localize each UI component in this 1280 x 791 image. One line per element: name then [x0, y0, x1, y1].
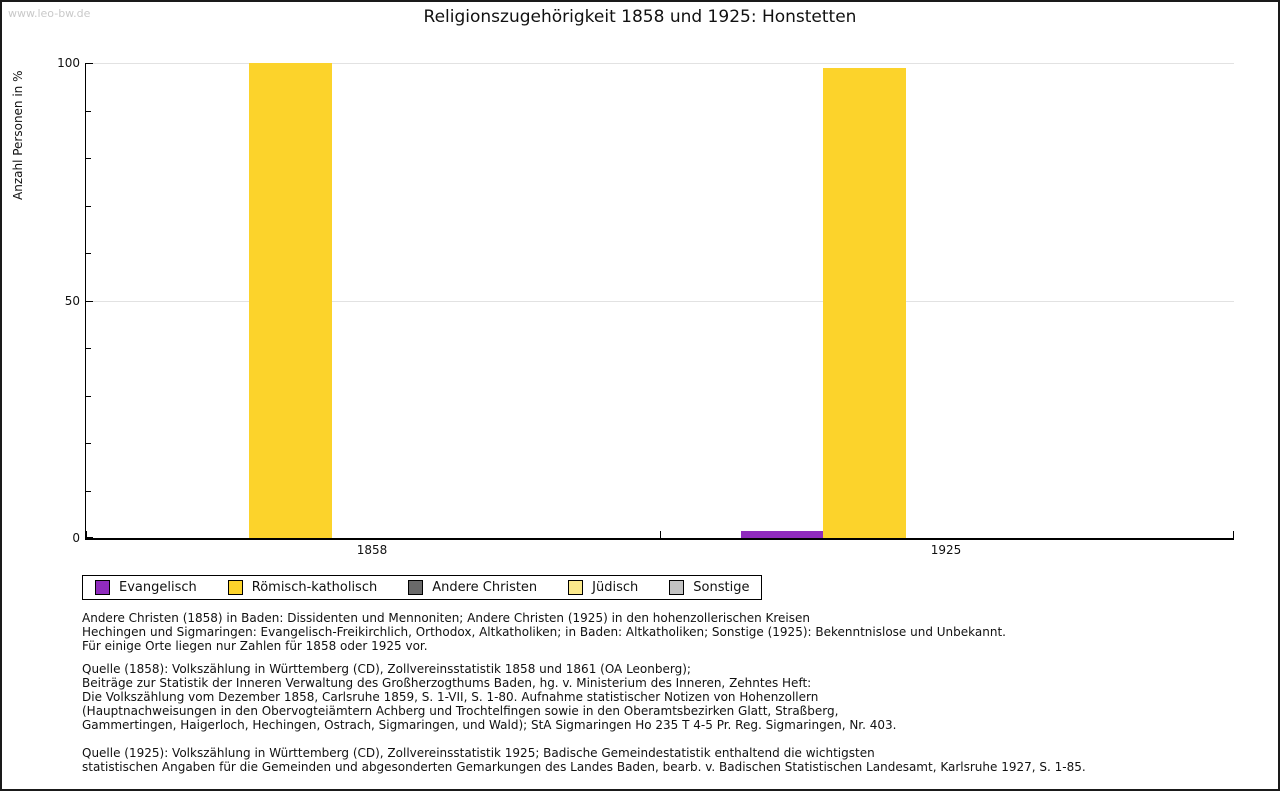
- x-tick: [86, 531, 87, 538]
- legend-item: [568, 580, 638, 595]
- legend-swatch: [669, 580, 684, 595]
- x-tick: [660, 531, 661, 538]
- y-minor-tick: [86, 443, 91, 444]
- y-minor-tick: [86, 491, 91, 492]
- legend-label: Evangelisch: [119, 580, 197, 595]
- legend-swatch: [408, 580, 423, 595]
- y-major-tick: [86, 301, 93, 302]
- footnotes: [82, 611, 1258, 783]
- y-tick-label: 100: [57, 56, 80, 70]
- footnote-line: Die Volkszählung vom Dezember 1858, Carlsruhe 1859, S. 1-VII, S. 1-80. Aufnahme statistischer Notizen von Hohenzollern: [82, 690, 819, 704]
- bar-1858-1: [249, 63, 332, 538]
- footnote-line: Für einige Orte liegen nur Zahlen für 1858 oder 1925 vor.: [82, 639, 428, 653]
- y-major-tick: [86, 537, 93, 538]
- y-minor-tick: [86, 348, 91, 349]
- bar-1925-0: [741, 531, 824, 538]
- legend-label: Sonstige: [693, 580, 750, 595]
- x-tick-label: 1925: [930, 543, 962, 557]
- footnote-line: Quelle (1858): Volkszählung in Württemberg (CD), Zollvereinsstatistik 1858 und 1861 (OA Leonberg);: [82, 662, 691, 676]
- footnote-line: Hechingen und Sigmaringen: Evangelisch-Freikirchlich, Orthodox, Altkatholiken; in Baden: Altkatholiken; Sonstige (1925): Bekenntnislose und Unbekannt.: [82, 625, 1006, 639]
- y-axis-label: Anzahl Personen in %: [11, 70, 25, 200]
- y-minor-tick: [86, 253, 91, 254]
- footnote-paragraph: [82, 662, 1258, 732]
- y-minor-tick: [86, 111, 91, 112]
- legend-label: Andere Christen: [432, 580, 538, 595]
- bar-1925-1: [823, 68, 906, 538]
- footnote-line: Quelle (1925): Volkszählung in Württemberg (CD), Zollvereinsstatistik 1925; Badische Gemeindestatistik enthaltend die wichtigsten: [82, 746, 875, 760]
- legend-item: [408, 580, 537, 595]
- chart-title: Religionszugehörigkeit 1858 und 1925: Honstetten: [423, 7, 857, 27]
- y-minor-tick: [86, 206, 91, 207]
- y-tick-label: 0: [72, 531, 80, 545]
- legend-swatch: [568, 580, 583, 595]
- footnote-line: Beiträge zur Statistik der Inneren Verwaltung des Großherzogthums Baden, hg. v. Ministerium des Inneren, Zehntes Heft:: [82, 676, 812, 690]
- footnote-line: (Hauptnachweisungen in den Obervogteiämtern Achberg und Trochtelfingen sowie in den Oberamtsbezirken Glatt, Straßberg,: [82, 704, 839, 718]
- y-minor-tick: [86, 158, 91, 159]
- legend-swatch: [95, 580, 110, 595]
- y-major-tick: [86, 63, 93, 64]
- x-tick: [1233, 531, 1234, 538]
- x-tick-label: 1858: [356, 543, 388, 557]
- footnote-paragraph: [82, 611, 1258, 653]
- footnote-line: Andere Christen (1858) in Baden: Dissidenten und Mennoniten; Andere Christen (1925) in den hohenzollerischen Kreisen: [82, 611, 810, 625]
- y-minor-tick: [86, 396, 91, 397]
- footnote-line: Gammertingen, Haigerloch, Hechingen, Ostrach, Sigmaringen, und Wald); StA Sigmaringen Ho 235 T 4-5 Pr. Reg. Sigmaringen, Nr. 403.: [82, 718, 897, 732]
- y-tick-label: 50: [64, 293, 80, 308]
- legend-label: Jüdisch: [592, 580, 639, 595]
- legend-swatch: [228, 580, 243, 595]
- legend-item: [95, 580, 197, 595]
- footnote-paragraph: [82, 746, 1258, 774]
- plot-area: [85, 63, 1234, 540]
- legend-item: [669, 580, 749, 595]
- legend: [82, 575, 762, 600]
- legend-label: Römisch-katholisch: [251, 580, 378, 595]
- footnote-line: statistischen Angaben für die Gemeinden und abgesonderten Gemarkungen des Landes Baden, bearb. v. Badischen Statistischen Landesamt, Karlsruhe 1927, S. 1-85.: [82, 760, 1086, 774]
- legend-item: [228, 580, 377, 595]
- watermark: www.leo-bw.de: [8, 7, 91, 20]
